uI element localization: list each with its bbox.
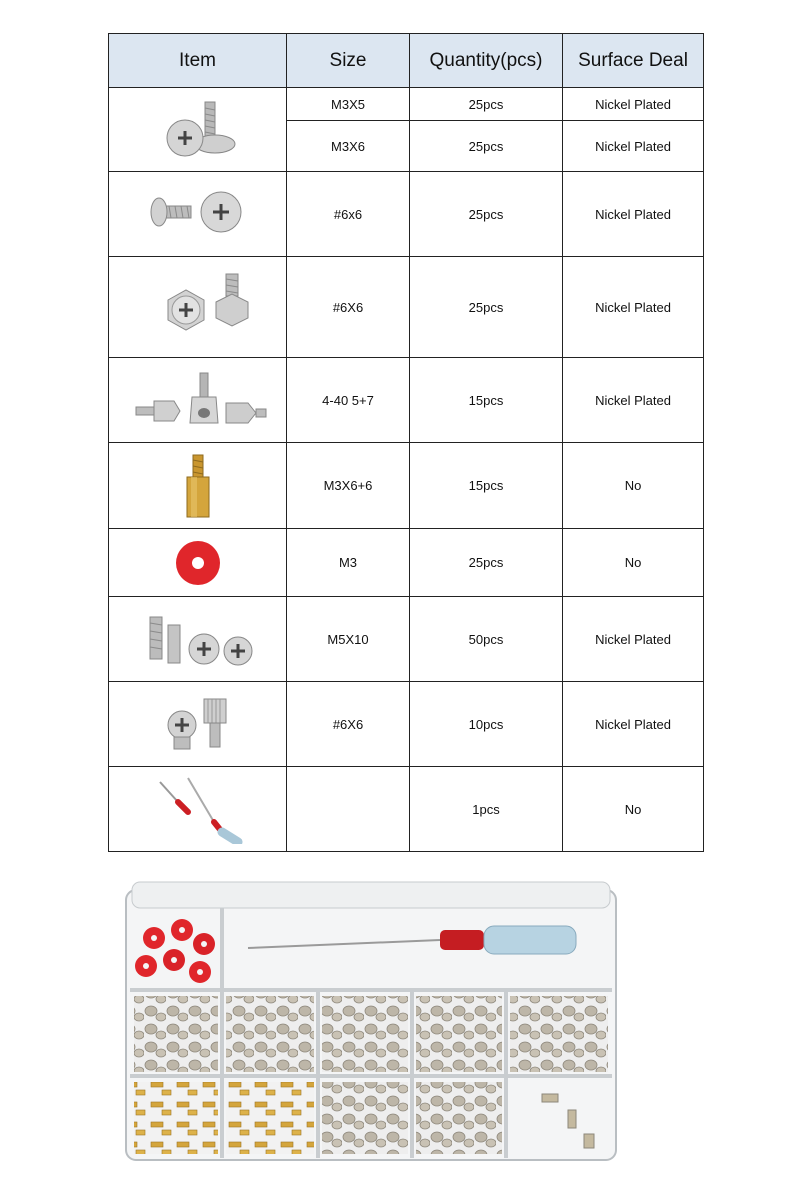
header-size: Size (287, 34, 410, 88)
item-image-cell (109, 682, 287, 767)
surface-cell: No (563, 767, 704, 852)
surface-cell: Nickel Plated (563, 172, 704, 257)
phillips-truss-screws-icon (143, 184, 253, 244)
size-cell (287, 767, 410, 852)
item-image-cell (109, 529, 287, 597)
size-cell: M3 (287, 529, 410, 597)
surface-cell: Nickel Plated (563, 358, 704, 443)
surface-cell: Nickel Plated (563, 88, 704, 121)
quantity-cell: 25pcs (410, 172, 563, 257)
pan-screws-compartment (322, 996, 408, 1072)
hex-washer-head-screws-icon (138, 268, 258, 346)
item-image-cell (109, 597, 287, 682)
table-row (109, 767, 704, 852)
header-quantity: Quantity(pcs) (410, 34, 563, 88)
surface-cell: No (563, 529, 704, 597)
quantity-cell: 50pcs (410, 597, 563, 682)
surface-cell: Nickel Plated (563, 682, 704, 767)
quantity-cell: 25pcs (410, 121, 563, 172)
size-cell: #6x6 (287, 172, 410, 257)
thumb-screws-compartment (510, 996, 608, 1072)
hex-standoffs-compartment (416, 1082, 502, 1154)
header-item: Item (109, 34, 287, 88)
quantity-cell: 1pcs (410, 767, 563, 852)
phillips-pan-screws-icon (153, 96, 243, 164)
item-image-cell (109, 358, 287, 443)
table-row (109, 529, 704, 597)
size-cell: M3X6+6 (287, 443, 410, 529)
red-fiber-washer-icon (173, 538, 223, 588)
quantity-cell: 15pcs (410, 443, 563, 529)
item-image-cell (109, 443, 287, 529)
table-row (109, 358, 704, 443)
table-header-row (109, 34, 704, 88)
truss-screws-compartment (226, 996, 314, 1072)
hex-standoffs-icon (128, 365, 268, 435)
item-image-cell (109, 172, 287, 257)
table-row (109, 257, 704, 358)
quantity-cell: 25pcs (410, 529, 563, 597)
screw-kit-spec-table (108, 33, 704, 852)
quantity-cell: 25pcs (410, 257, 563, 358)
hex-screws-compartment (416, 996, 502, 1072)
surface-cell: Nickel Plated (563, 257, 704, 358)
screwdriver-icon (148, 774, 248, 844)
self-tapping-fan-screws-icon (138, 605, 258, 673)
table-row (109, 443, 704, 529)
size-cell: M5X10 (287, 597, 410, 682)
item-image-cell (109, 257, 287, 358)
surface-cell: No (563, 443, 704, 529)
table-row (109, 597, 704, 682)
item-image-cell (109, 767, 287, 852)
brass-standoffs-compartment-right (226, 1082, 314, 1154)
size-cell: M3X6 (287, 121, 410, 172)
table-row (109, 682, 704, 767)
size-cell: #6X6 (287, 682, 410, 767)
brass-standoffs-compartment-left (134, 1082, 218, 1154)
brass-standoff-icon (178, 451, 218, 521)
size-cell: M3X5 (287, 88, 410, 121)
nickel-screws-compartment (322, 1082, 408, 1154)
organizer-box-photo (122, 878, 622, 1168)
item-image-cell (109, 88, 287, 172)
surface-cell: Nickel Plated (563, 121, 704, 172)
quantity-cell: 15pcs (410, 358, 563, 443)
surface-cell: Nickel Plated (563, 597, 704, 682)
knurled-thumb-screws-icon (158, 693, 238, 755)
quantity-cell: 25pcs (410, 88, 563, 121)
size-cell: #6X6 (287, 257, 410, 358)
table-row (109, 172, 704, 257)
quantity-cell: 10pcs (410, 682, 563, 767)
header-surface-deal: Surface Deal (563, 34, 704, 88)
size-cell: 4-40 5+7 (287, 358, 410, 443)
fan-screws-compartment (134, 996, 218, 1072)
table-row (109, 88, 704, 121)
